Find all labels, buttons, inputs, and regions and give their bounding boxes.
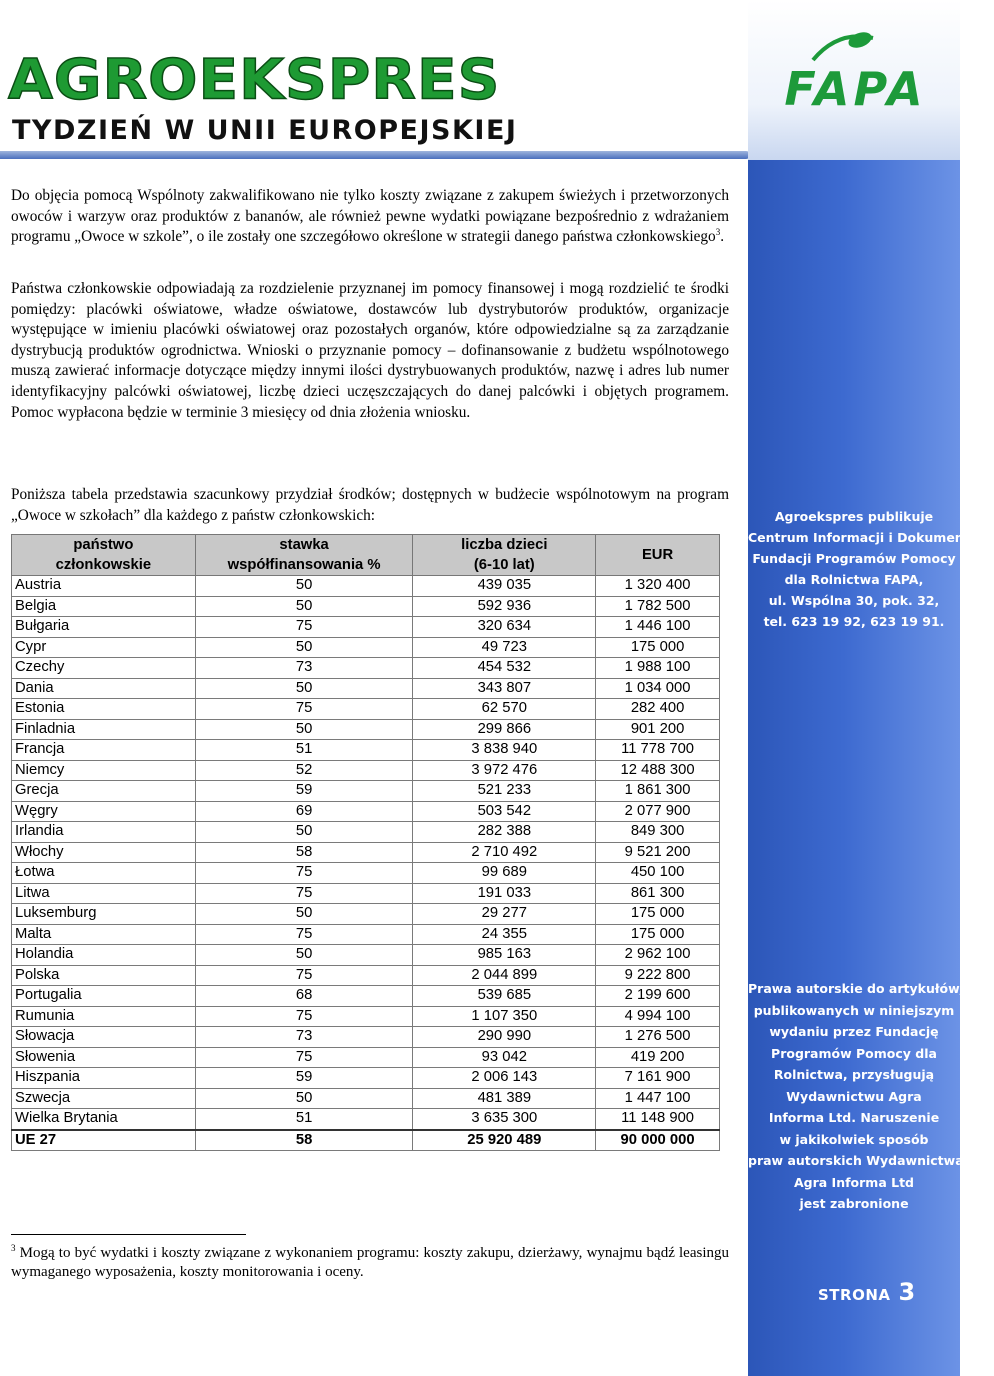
sidebar-logo-area xyxy=(748,0,960,160)
table-row xyxy=(12,1068,720,1089)
cell-rate: 50 xyxy=(195,596,413,617)
header-divider xyxy=(0,151,750,159)
page-label: STRONA xyxy=(818,1286,891,1304)
cell-rate: 58 xyxy=(195,1130,413,1151)
cell-eur: 9 521 200 xyxy=(596,842,720,863)
cell-country: UE 27 xyxy=(12,1130,196,1151)
cell-country: Irlandia xyxy=(12,822,196,843)
cell-children: 25 920 489 xyxy=(413,1130,596,1151)
table-row xyxy=(12,801,720,822)
cell-children: 99 689 xyxy=(413,863,596,884)
footnote-reference[interactable]: 3 xyxy=(715,227,721,238)
cell-eur: 849 300 xyxy=(596,822,720,843)
cell-eur: 2 962 100 xyxy=(596,945,720,966)
cell-eur: 901 200 xyxy=(596,719,720,740)
cell-eur: 12 488 300 xyxy=(596,760,720,781)
table-row xyxy=(12,596,720,617)
cell-children: 2 006 143 xyxy=(413,1068,596,1089)
cell-country: Bułgaria xyxy=(12,617,196,638)
paragraph-end: . xyxy=(720,228,725,246)
cell-rate: 50 xyxy=(195,637,413,658)
table-row xyxy=(12,1027,720,1048)
publisher-info-line: Centrum Informacji i Dokumentacji xyxy=(748,530,994,545)
paragraph-table-intro: Poniższa tabela przedstawia szacunkowy przydział środków; dostępnych w budżecie wspólnotowym na program „Owoce w szkołach” dla każdego z państw członkowskich: xyxy=(11,486,729,524)
table-row xyxy=(12,904,720,925)
table-row xyxy=(12,658,720,679)
copyright-line: Informa Ltd. Naruszenie xyxy=(768,1110,940,1125)
table-row xyxy=(12,1006,720,1027)
cell-eur: 1 447 100 xyxy=(596,1088,720,1109)
publisher-info-line: Fundacji Programów Pomocy xyxy=(752,551,956,566)
cell-country: Słowacja xyxy=(12,1027,196,1048)
table-row xyxy=(12,1088,720,1109)
copyright-line: publikowanych w niniejszym xyxy=(753,1002,955,1018)
cell-country: Litwa xyxy=(12,883,196,904)
copyright-line: wydaniu przez Fundację xyxy=(769,1024,939,1039)
cell-children: 439 035 xyxy=(413,576,596,597)
cell-children: 539 685 xyxy=(413,986,596,1007)
copyright-line: Wydawnictwu Agra xyxy=(786,1088,922,1104)
cell-country: Słowenia xyxy=(12,1047,196,1068)
cell-children: 320 634 xyxy=(413,617,596,638)
cell-rate: 51 xyxy=(195,740,413,761)
table-row xyxy=(12,842,720,863)
cell-eur: 175 000 xyxy=(596,637,720,658)
cell-rate: 75 xyxy=(195,965,413,986)
leaf-icon xyxy=(808,30,878,66)
cell-eur: 419 200 xyxy=(596,1047,720,1068)
cell-children: 2 044 899 xyxy=(413,965,596,986)
cell-eur: 11 148 900 xyxy=(596,1109,720,1130)
table-row xyxy=(12,740,720,761)
header-children: liczba dzieci (6-10 lat) xyxy=(413,535,596,576)
cell-country: Dania xyxy=(12,678,196,699)
cell-eur: 1 861 300 xyxy=(596,781,720,802)
cell-children: 3 635 300 xyxy=(413,1109,596,1130)
cell-children: 49 723 xyxy=(413,637,596,658)
cell-children: 343 807 xyxy=(413,678,596,699)
cell-eur: 450 100 xyxy=(596,863,720,884)
cell-children: 24 355 xyxy=(413,924,596,945)
table-row xyxy=(12,986,720,1007)
publisher-info-line: ul. Wspólna 30, pok. 32, xyxy=(768,593,940,608)
cell-country: Estonia xyxy=(12,699,196,720)
table-row xyxy=(12,965,720,986)
copyright-line: Rolnictwa, przysługują xyxy=(773,1067,935,1082)
table-row xyxy=(12,678,720,699)
copyright-line: jest zabronione xyxy=(799,1196,909,1211)
footnote-divider xyxy=(11,1234,246,1235)
paragraph-distribution: Państwa członkowskie odpowiadają za rozdzielenie przyznanej im pomocy finansowej i mogą rozdzielić te środki pomiędzy: placówki oświatowe, władze oświatowe, dostawców lub dystrybutorów produktów, organizacje występujące w imieniu placówki oświatowej oraz pozostałych organów, które odpowiedzialne są za zarządzanie dystrybucją produktów ogrodnictwa. Wnioski o przyznanie pomocy – dofinansowanie z budżetu wspólnotowego muszą zawierać informacje dotyczące między innymi ilości dystrybuowanych produktów, nazwę i adres lub numer identyfikacyjny palcówki oświatowej, liczbę dzieci uczęszczających do danej palcówki i objętych programem. Pomoc wypłacona będzie w terminie 3 miesięcy od dnia złożenia wniosku. xyxy=(11,280,729,421)
footnote xyxy=(11,1244,729,1282)
cell-rate: 50 xyxy=(195,1088,413,1109)
cell-children: 282 388 xyxy=(413,822,596,843)
cell-rate: 50 xyxy=(195,719,413,740)
cell-rate: 50 xyxy=(195,678,413,699)
fapa-logo: FAPA xyxy=(784,62,927,116)
paragraph-text: Do objęcia pomocą Wspólnoty zakwalifikowano nie tylko koszty związane z zakupem świeżych i przetworzonych owoców i warzyw oraz produktów z bananów, ale również pewne wydatki powiązane bezpośrednio z wdrażaniem programu „Owoce w szkole”, o ile zostały one szczegółowo określone w strategii danego państwa członkowskiego xyxy=(11,187,729,246)
logo-subtitle: TYDZIEŃ W UNII EUROPEJSKIEJ xyxy=(12,115,518,146)
cell-children: 481 389 xyxy=(413,1088,596,1109)
agroekspres-logo xyxy=(8,47,528,150)
cell-children: 592 936 xyxy=(413,596,596,617)
cell-eur: 9 222 800 xyxy=(596,965,720,986)
cell-children: 62 570 xyxy=(413,699,596,720)
cell-children: 3 838 940 xyxy=(413,740,596,761)
cell-children: 29 277 xyxy=(413,904,596,925)
table-row xyxy=(12,719,720,740)
publisher-info-line: tel. 623 19 92, 623 19 91. xyxy=(763,614,945,629)
cell-children: 985 163 xyxy=(413,945,596,966)
cell-rate: 75 xyxy=(195,1047,413,1068)
cell-eur: 7 161 900 xyxy=(596,1068,720,1089)
cell-country: Polska xyxy=(12,965,196,986)
cell-country: Holandia xyxy=(12,945,196,966)
cell-children: 503 542 xyxy=(413,801,596,822)
page-number-value: 3 xyxy=(898,1278,916,1306)
cell-children: 299 866 xyxy=(413,719,596,740)
right-sidebar xyxy=(748,0,994,1376)
cell-eur: 1 988 100 xyxy=(596,658,720,679)
cell-eur: 861 300 xyxy=(596,883,720,904)
header-country: państwo członkowskie xyxy=(12,535,196,576)
copyright-line: Programów Pomocy dla xyxy=(771,1045,937,1061)
cell-children: 1 107 350 xyxy=(413,1006,596,1027)
copyright-line: Agra Informa Ltd xyxy=(793,1174,914,1190)
cell-eur: 282 400 xyxy=(596,699,720,720)
cell-country: Węgry xyxy=(12,801,196,822)
cell-rate: 75 xyxy=(195,1006,413,1027)
table-row xyxy=(12,1047,720,1068)
cell-eur: 2 077 900 xyxy=(596,801,720,822)
cell-country: Włochy xyxy=(12,842,196,863)
cell-eur: 1 320 400 xyxy=(596,576,720,597)
table-row xyxy=(12,883,720,904)
cell-rate: 50 xyxy=(195,945,413,966)
cell-country: Łotwa xyxy=(12,863,196,884)
cell-eur: 1 034 000 xyxy=(596,678,720,699)
cell-country: Cypr xyxy=(12,637,196,658)
copyright-notice xyxy=(748,978,964,1215)
cell-country: Austria xyxy=(12,576,196,597)
table-header-row xyxy=(12,535,720,576)
cell-rate: 59 xyxy=(195,781,413,802)
cell-country: Hiszpania xyxy=(12,1068,196,1089)
copyright-line: praw autorskich Wydawnictwa xyxy=(748,1153,964,1168)
cell-country: Finladnia xyxy=(12,719,196,740)
table-row xyxy=(12,617,720,638)
table-row xyxy=(12,576,720,597)
cell-eur: 175 000 xyxy=(596,924,720,945)
header-rate: stawka współfinansowania % xyxy=(195,535,413,576)
cell-rate: 68 xyxy=(195,986,413,1007)
publisher-info-line: Agroekspres publikuje xyxy=(774,509,934,524)
cell-country: Grecja xyxy=(12,781,196,802)
cell-country: Niemcy xyxy=(12,760,196,781)
header-eur: EUR xyxy=(596,535,720,576)
table-row xyxy=(12,924,720,945)
cell-eur: 11 778 700 xyxy=(596,740,720,761)
table-row xyxy=(12,822,720,843)
table-row xyxy=(12,863,720,884)
cell-country: Szwecja xyxy=(12,1088,196,1109)
cell-country: Rumunia xyxy=(12,1006,196,1027)
cell-eur: 175 000 xyxy=(596,904,720,925)
cell-children: 290 990 xyxy=(413,1027,596,1048)
cell-rate: 69 xyxy=(195,801,413,822)
cell-children: 191 033 xyxy=(413,883,596,904)
table-total-row xyxy=(12,1130,720,1151)
cell-country: Francja xyxy=(12,740,196,761)
allocation-table xyxy=(11,534,720,1151)
cell-children: 521 233 xyxy=(413,781,596,802)
table-row xyxy=(12,760,720,781)
cell-children: 93 042 xyxy=(413,1047,596,1068)
cell-rate: 75 xyxy=(195,883,413,904)
cell-eur: 2 199 600 xyxy=(596,986,720,1007)
cell-rate: 59 xyxy=(195,1068,413,1089)
cell-children: 454 532 xyxy=(413,658,596,679)
copyright-line: w jakikolwiek sposób xyxy=(779,1131,929,1147)
cell-rate: 50 xyxy=(195,822,413,843)
cell-rate: 73 xyxy=(195,1027,413,1048)
table-row xyxy=(12,945,720,966)
footnote-text: Mogą to być wydatki i koszty związane z wykonaniem programu: koszty zakupu, dzierżawy, wynajmu bądź leasingu wymaganego wyposażenia, koszty monitorowania i oceny. xyxy=(11,1245,729,1280)
table-row xyxy=(12,1109,720,1130)
cell-country: Belgia xyxy=(12,596,196,617)
cell-children: 2 710 492 xyxy=(413,842,596,863)
cell-eur: 1 276 500 xyxy=(596,1027,720,1048)
cell-children: 3 972 476 xyxy=(413,760,596,781)
cell-rate: 52 xyxy=(195,760,413,781)
publisher-info-line: dla Rolnictwa FAPA, xyxy=(784,572,924,587)
cell-rate: 50 xyxy=(195,904,413,925)
table-row xyxy=(12,637,720,658)
cell-rate: 75 xyxy=(195,924,413,945)
cell-country: Malta xyxy=(12,924,196,945)
cell-eur: 90 000 000 xyxy=(596,1130,720,1151)
table-row xyxy=(12,781,720,802)
cell-rate: 50 xyxy=(195,576,413,597)
cell-eur: 1 782 500 xyxy=(596,596,720,617)
cell-country: Czechy xyxy=(12,658,196,679)
cell-eur: 1 446 100 xyxy=(596,617,720,638)
cell-rate: 75 xyxy=(195,699,413,720)
cell-eur: 4 994 100 xyxy=(596,1006,720,1027)
publisher-info xyxy=(748,506,994,632)
logo-title: AGROEKSPRES xyxy=(8,47,501,112)
cell-rate: 75 xyxy=(195,617,413,638)
page-number xyxy=(818,1278,915,1306)
cell-rate: 58 xyxy=(195,842,413,863)
cell-rate: 73 xyxy=(195,658,413,679)
cell-rate: 75 xyxy=(195,863,413,884)
cell-country: Portugalia xyxy=(12,986,196,1007)
cell-country: Luksemburg xyxy=(12,904,196,925)
footnote-marker: 3 xyxy=(11,1243,16,1253)
copyright-line: Prawa autorskie do artykułów, xyxy=(748,981,964,996)
cell-rate: 51 xyxy=(195,1109,413,1130)
cell-country: Wielka Brytania xyxy=(12,1109,196,1130)
table-row xyxy=(12,699,720,720)
paragraph-eligible-costs xyxy=(11,186,729,248)
